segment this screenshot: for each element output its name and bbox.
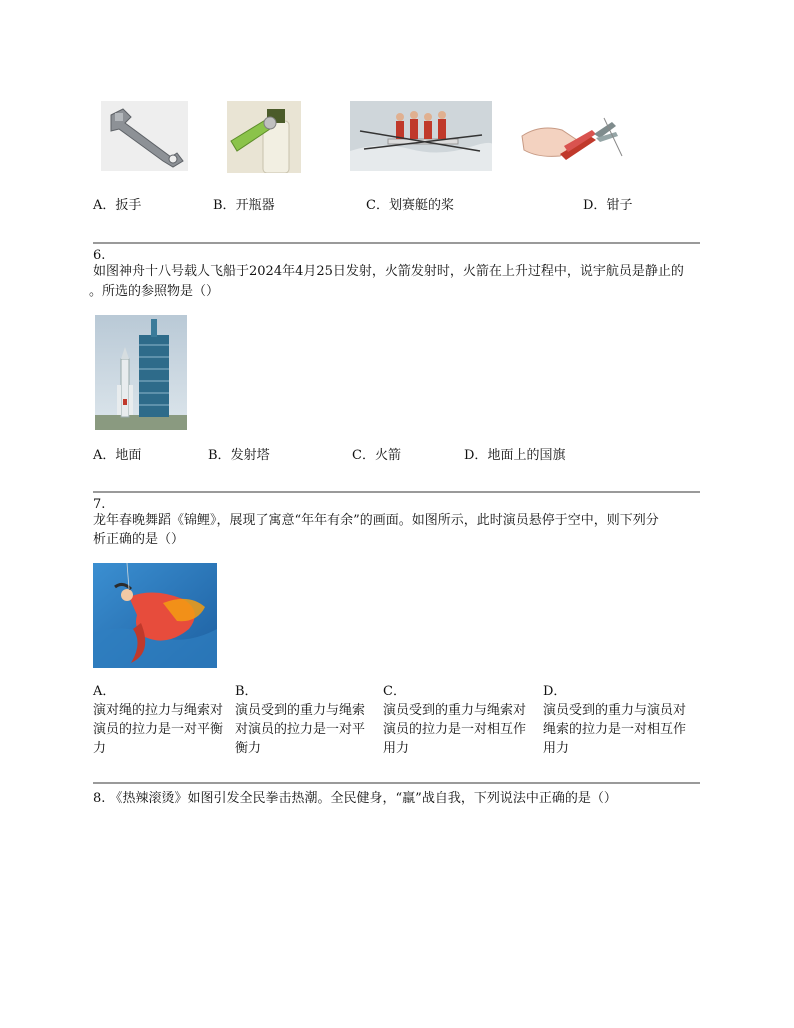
q7-option-a[interactable] xyxy=(93,682,233,758)
option-text-line: 用力 xyxy=(383,741,410,756)
bottle-opener-image xyxy=(227,101,301,173)
option-letter: C． xyxy=(383,684,406,699)
q6-option-b[interactable] xyxy=(208,446,270,465)
option-text-line: 演对绳的拉力与绳索对 xyxy=(93,703,224,718)
q5-option-b[interactable] xyxy=(213,196,275,215)
rocket-launch-tower-image xyxy=(95,315,187,430)
option-letter: C． xyxy=(352,448,375,463)
question-stem: 。所选的参照物是（） xyxy=(89,284,220,299)
question-divider xyxy=(93,242,700,244)
option-letter: C． xyxy=(366,198,389,213)
option-text-line: 演员受到的重力与演员对 xyxy=(543,703,687,718)
question-divider xyxy=(93,782,700,784)
dancer-suspended-image xyxy=(93,563,217,668)
q7-option-d[interactable] xyxy=(543,682,699,758)
option-text: 钳子 xyxy=(606,198,633,213)
option-text-line: 对演员的拉力是一对平 xyxy=(235,722,366,737)
option-letter: A． xyxy=(93,198,116,213)
option-text: 火箭 xyxy=(374,448,401,463)
option-text: 开瓶器 xyxy=(235,198,275,213)
option-text: 划赛艇的桨 xyxy=(388,198,454,213)
option-text-line: 演员的拉力是一对平衡 xyxy=(93,722,224,737)
option-letter: D． xyxy=(464,448,488,463)
option-text-line: 演员的拉力是一对相互作 xyxy=(383,722,527,737)
option-letter: B． xyxy=(235,684,258,699)
option-text-line: 演员受到的重力与绳索 xyxy=(235,703,366,718)
option-text: 地面上的国旗 xyxy=(487,448,566,463)
option-text: 地面 xyxy=(115,448,142,463)
q5-option-c[interactable] xyxy=(366,196,454,215)
question-stem: 析正确的是（） xyxy=(93,532,185,547)
option-text-line: 力 xyxy=(93,741,107,756)
pliers-image xyxy=(520,116,630,170)
option-text: 扳手 xyxy=(115,198,142,213)
question-number: 6. xyxy=(93,248,106,263)
q5-option-a[interactable] xyxy=(93,196,141,215)
rowing-boat-image xyxy=(350,101,492,171)
option-text: 发射塔 xyxy=(230,448,270,463)
wrench-image xyxy=(101,101,188,171)
option-letter: D． xyxy=(583,198,607,213)
q6-option-a[interactable] xyxy=(93,446,141,465)
option-letter: B． xyxy=(213,198,236,213)
option-text-line: 演员受到的重力与绳索对 xyxy=(383,703,527,718)
option-text-line: 衡力 xyxy=(235,741,262,756)
option-letter: D． xyxy=(543,684,567,699)
question-number: 7. xyxy=(93,497,106,512)
q7-option-c[interactable] xyxy=(383,682,539,758)
option-letter: A． xyxy=(93,684,116,699)
option-text-line: 绳索的拉力是一对相互作 xyxy=(543,722,687,737)
q5-option-d[interactable] xyxy=(583,196,632,215)
question-stem: 如图神舟十八号载人飞船于2024年4月25日发射，火箭发射时，火箭在上升过程中，说宇航员是静止的 xyxy=(93,264,684,279)
q6-option-d[interactable] xyxy=(464,446,565,465)
option-text-line: 用力 xyxy=(543,741,570,756)
question-stem: 8. 《热辣滚烫》如图引发全民拳击热潮。全民健身，“羸”战自我，下列说法中正确的是（） xyxy=(93,791,617,806)
question-divider xyxy=(93,491,700,493)
q6-option-c[interactable] xyxy=(352,446,401,465)
question-stem: 龙年春晚舞蹈《锦鲤》，展现了寓意“年年有余”的画面。如图所示，此时演员悬停于空中，则下列分 xyxy=(93,513,659,528)
option-letter: B． xyxy=(208,448,231,463)
q7-option-b[interactable] xyxy=(235,682,375,758)
option-letter: A． xyxy=(93,448,116,463)
